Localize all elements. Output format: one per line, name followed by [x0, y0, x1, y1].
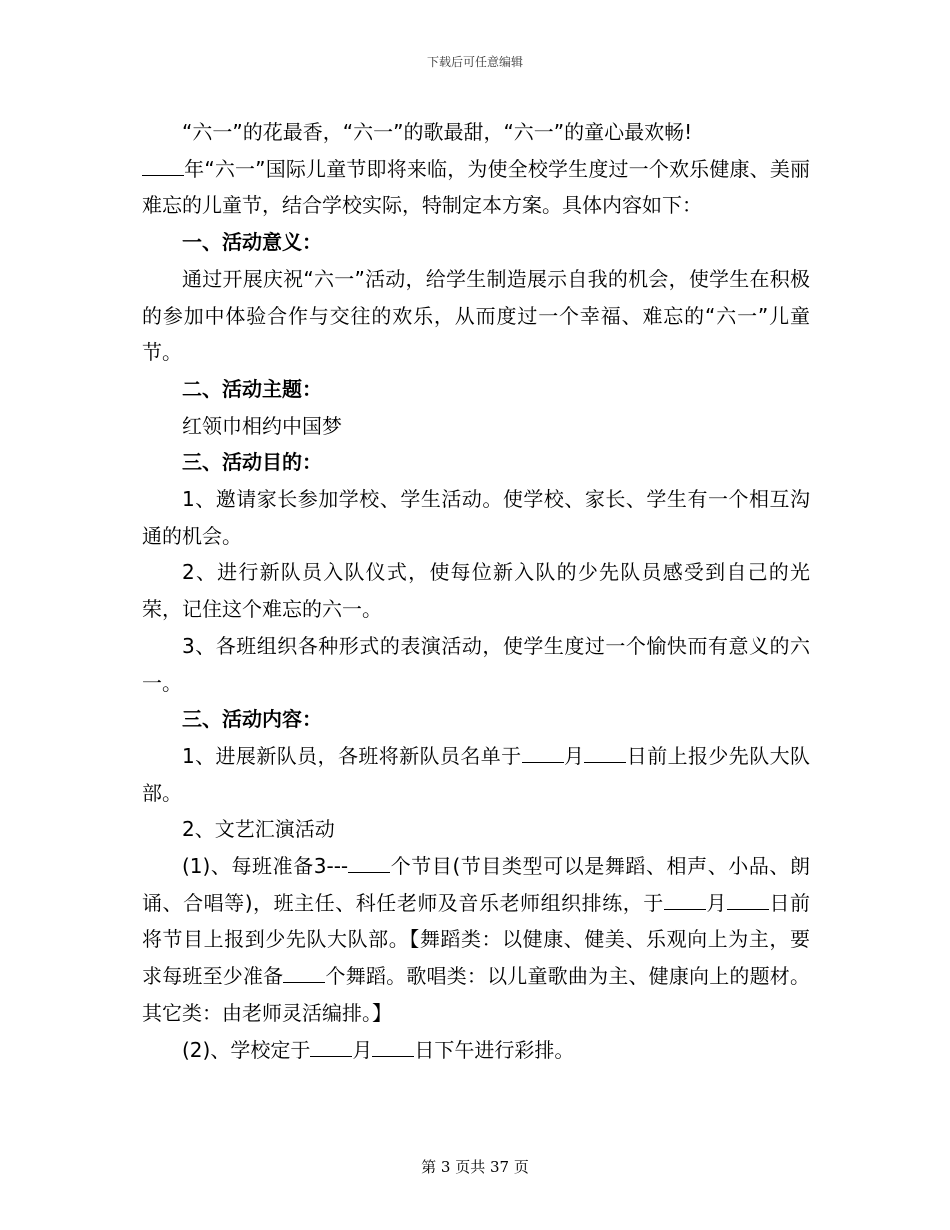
dance-count-blank: [283, 960, 325, 983]
section4-item-1: [142, 738, 810, 811]
item1-text-c: 日前上报少先队大队部。: [142, 743, 811, 805]
intro-line2-text: 年“六一”国际儿童节即将来临，为使全校学生度过一个欢乐健康、美丽难忘的儿童节，结合学校实际，特制定本方案。具体内容如下：: [142, 156, 810, 218]
item1-text-a: 1、进展新队员，各班将新队员名单于: [182, 743, 522, 768]
sub1-text-d: 日前将节目上报到少先队大队部。【舞蹈类：以健康、健美、乐观向上为主，要求每班至少准备: [142, 890, 811, 989]
year-blank: [142, 153, 184, 176]
sub1-text-e: 个舞蹈。歌唱类：以儿童歌曲为主、健康向上的题材。其它类：由老师灵活编排。】: [142, 964, 811, 1025]
intro-line1: “六一”的花最香，“六一”的歌最甜，“六一”的童心最欢畅!: [182, 120, 693, 144]
section3-item-1: 1、邀请家长参加学校、学生活动。使学校、家长、学生有一个相互沟通的机会。: [142, 487, 810, 548]
month-blank: [664, 887, 706, 910]
page-footer: 第 3 页共 37 页: [421, 1158, 529, 1176]
sub1-text-c: 月: [705, 890, 727, 915]
month-blank: [310, 1034, 352, 1057]
sub2-text-b: 月: [352, 1037, 373, 1062]
day-blank: [372, 1034, 414, 1057]
sub2-text-a: (2)、学校定于: [182, 1037, 311, 1062]
section2-body: 红领巾相约中国梦: [182, 413, 342, 438]
section1-heading: 一、活动意义：: [182, 230, 322, 255]
count-blank: [348, 850, 390, 873]
section4-heading: 三、活动内容：: [182, 707, 322, 732]
section4-item-2: 2、文艺汇演活动: [182, 817, 335, 842]
document-body: [142, 114, 810, 1068]
section3-item-3: 3、各班组织各种形式的表演活动，使学生度过一个愉快而有意义的六一。: [142, 633, 810, 695]
section4-sub-1: [142, 848, 810, 1032]
day-blank: [727, 887, 769, 910]
page-header: 下载后可任意编辑: [426, 55, 523, 69]
sub2-text-c: 日下午进行彩排。: [414, 1037, 575, 1062]
section1-body: 通过开展庆祝“六一”活动，给学生制造展示自我的机会，使学生在积极的参加中体验合作与交往的欢乐，从而度过一个幸福、难忘的“六一”儿童节。: [142, 266, 810, 365]
item1-text-b: 月: [563, 743, 585, 768]
section2-heading: 二、活动主题：: [182, 376, 322, 401]
intro-line2: [142, 151, 810, 224]
section3-heading: 三、活动目的：: [182, 450, 322, 475]
month-blank: [522, 740, 564, 763]
section4-sub-2: [142, 1032, 810, 1069]
section3-item-2: 2、进行新队员入队仪式，使每位新入队的少先队员感受到自己的光荣，记住这个难忘的六一。: [142, 560, 810, 622]
day-blank: [584, 740, 626, 763]
sub1-text-b: 个节目(节目类型可以是舞蹈、相声、小品、朗诵、合唱等)，班主任、科任老师及音乐老师组织排练，于: [142, 854, 810, 915]
sub1-text-a: (1)、每班准备3---: [182, 854, 349, 879]
